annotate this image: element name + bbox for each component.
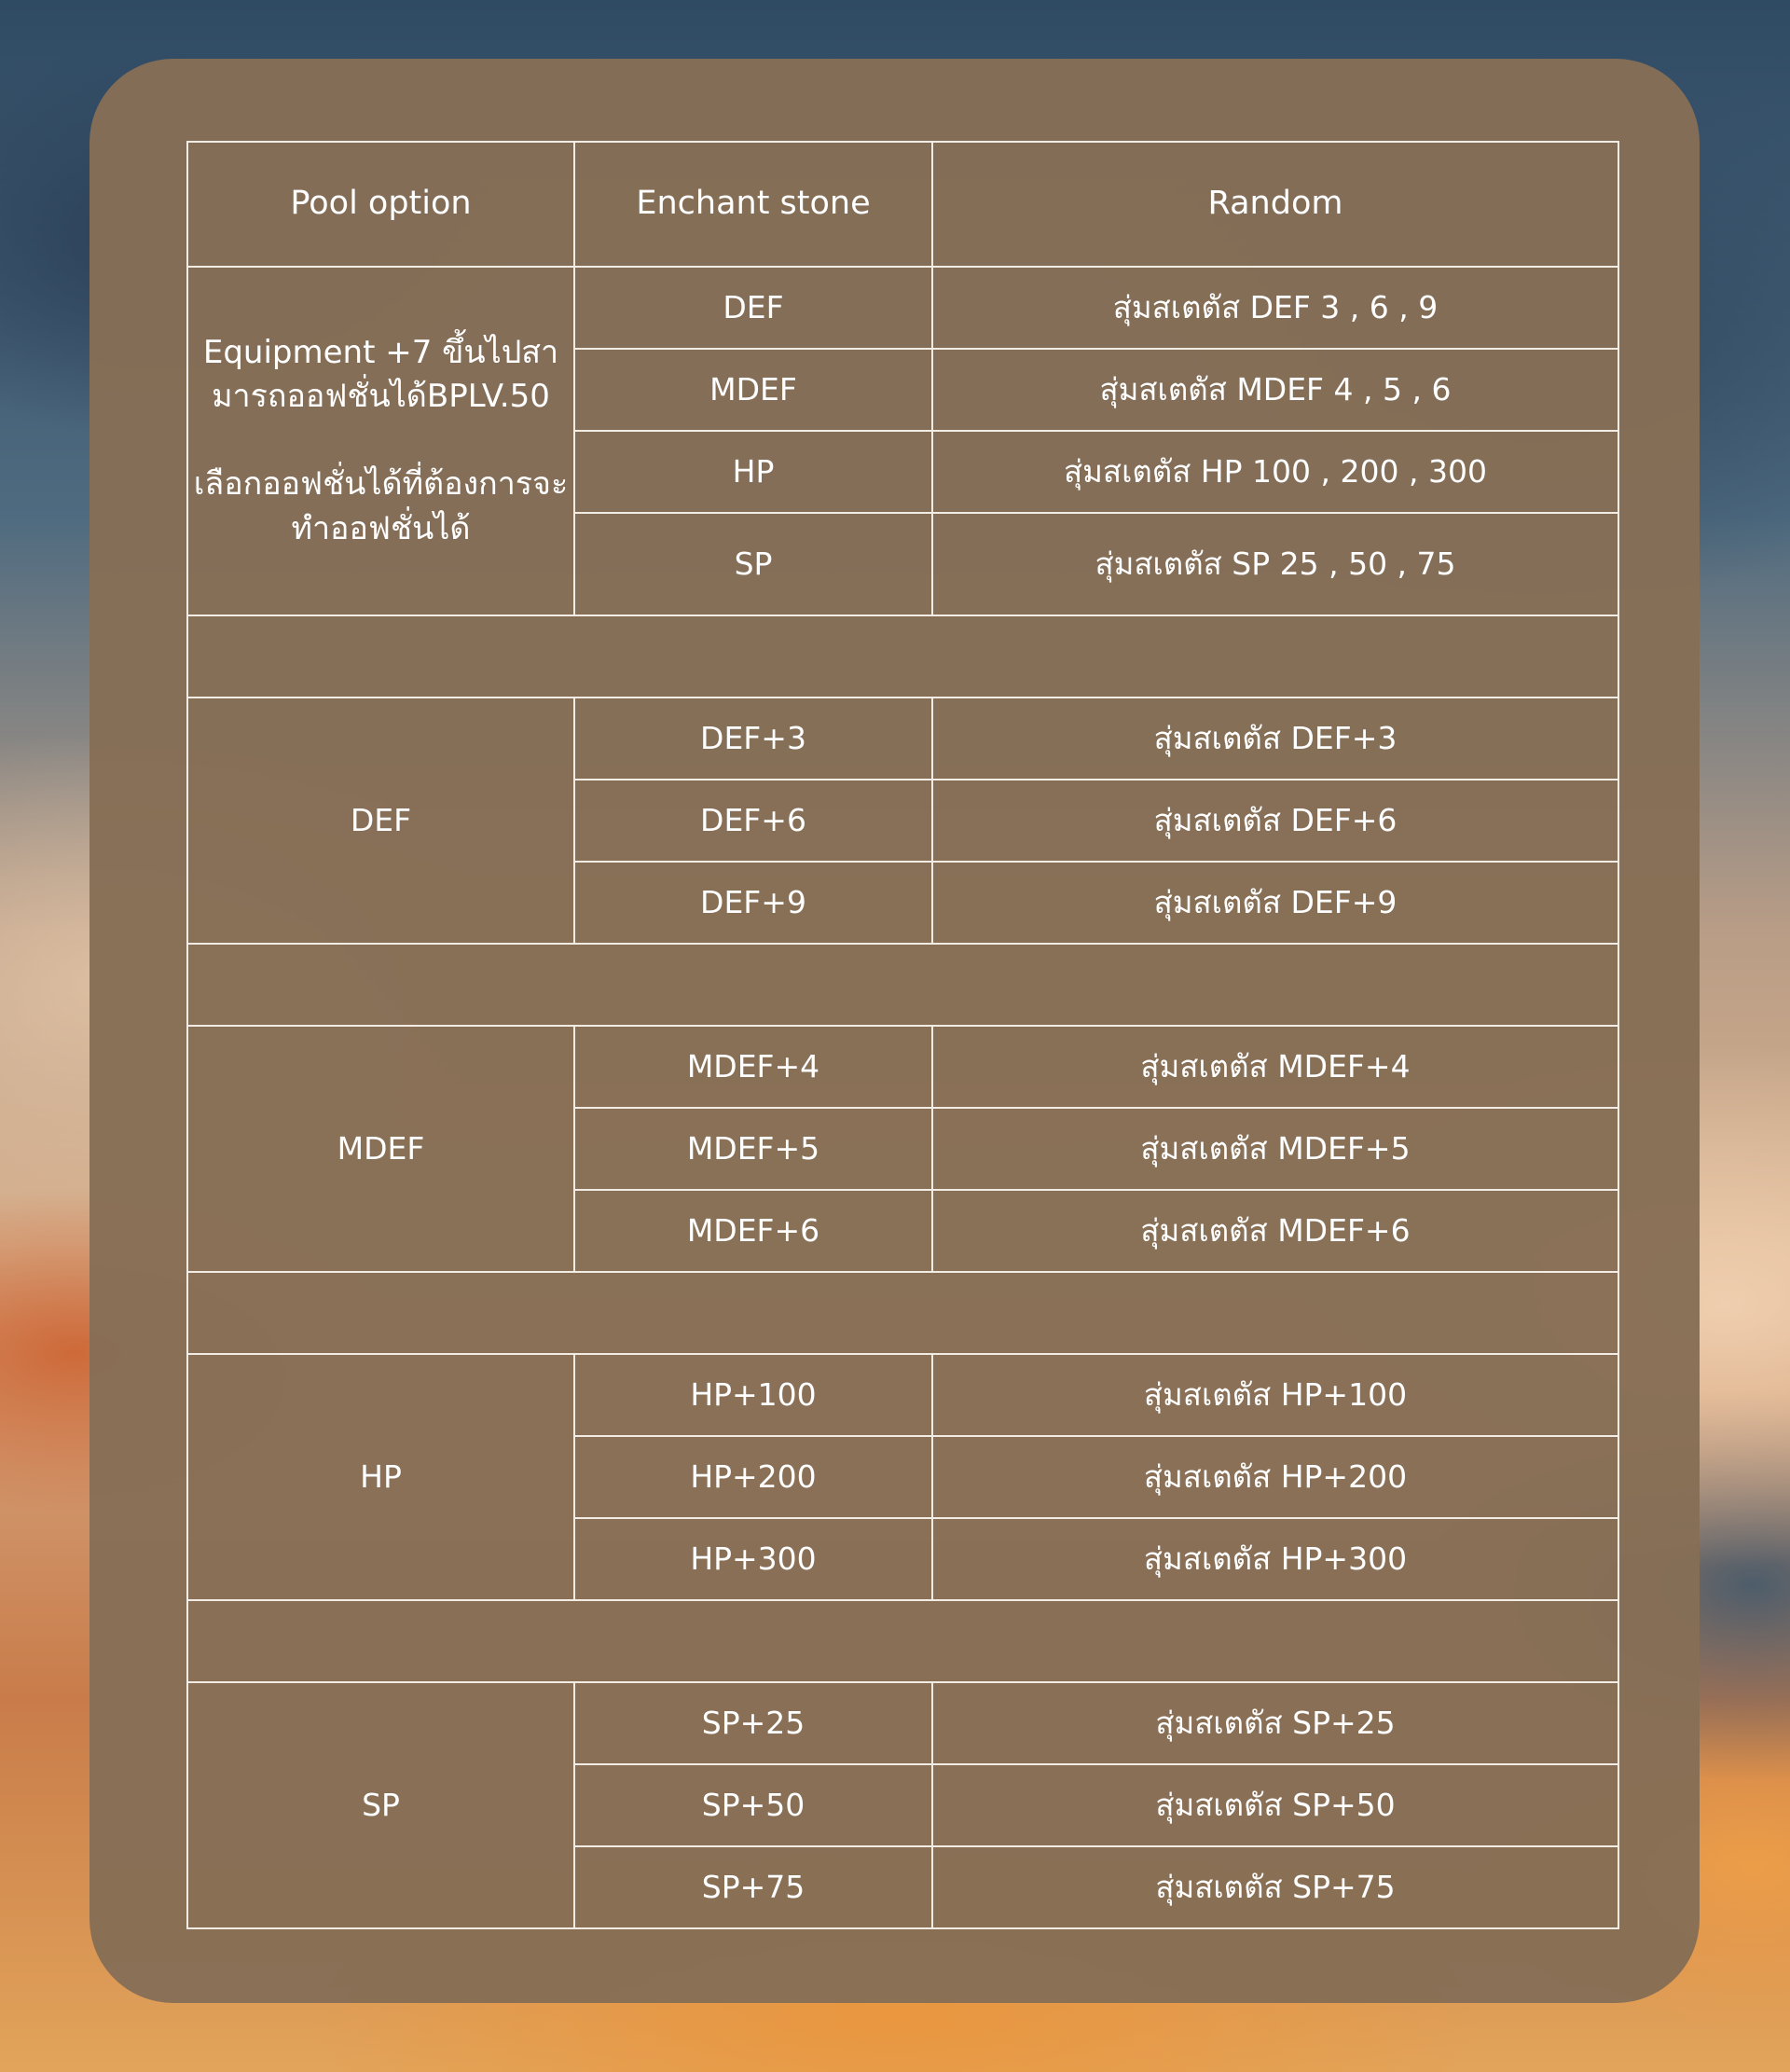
stone-cell: MDEF+5 bbox=[574, 1108, 932, 1190]
table-row bbox=[187, 1682, 1618, 1764]
random-cell: สุ่มสเตตัส SP+75 bbox=[932, 1846, 1618, 1928]
pool-note-requirement: Equipment +7 ขึ้นไปสามารถออฟชั่นได้BPLV.50 bbox=[202, 333, 559, 416]
stone-cell: SP+50 bbox=[574, 1764, 932, 1846]
random-cell: สุ่มสเตตัส HP+300 bbox=[932, 1518, 1618, 1600]
random-cell: สุ่มสเตตัส DEF+9 bbox=[932, 862, 1618, 944]
stone-cell: MDEF bbox=[574, 349, 932, 431]
random-cell: สุ่มสเตตัส HP+200 bbox=[932, 1436, 1618, 1518]
stone-cell: SP+25 bbox=[574, 1682, 932, 1764]
pool-cell-hp: HP bbox=[187, 1354, 574, 1600]
pool-cell-equipment bbox=[187, 267, 574, 615]
spacer-row bbox=[187, 1600, 1618, 1682]
random-cell: สุ่มสเตตัส SP+25 bbox=[932, 1682, 1618, 1764]
random-cell: สุ่มสเตตัส SP+50 bbox=[932, 1764, 1618, 1846]
random-cell: สุ่มสเตตัส DEF 3 , 6 , 9 bbox=[932, 267, 1618, 349]
random-cell: สุ่มสเตตัส MDEF+5 bbox=[932, 1108, 1618, 1190]
stone-cell: HP+200 bbox=[574, 1436, 932, 1518]
table-row bbox=[187, 267, 1618, 349]
spacer-row bbox=[187, 1272, 1618, 1354]
stone-cell: HP bbox=[574, 431, 932, 513]
table-row bbox=[187, 1026, 1618, 1108]
stone-cell: DEF+6 bbox=[574, 780, 932, 862]
stone-cell: MDEF+6 bbox=[574, 1190, 932, 1272]
random-cell: สุ่มสเตตัส SP 25 , 50 , 75 bbox=[932, 513, 1618, 615]
random-cell: สุ่มสเตตัส DEF+6 bbox=[932, 780, 1618, 862]
random-cell: สุ่มสเตตัส DEF+3 bbox=[932, 698, 1618, 780]
stone-cell: SP bbox=[574, 513, 932, 615]
random-cell: สุ่มสเตตัส MDEF 4 , 5 , 6 bbox=[932, 349, 1618, 431]
stone-cell: SP+75 bbox=[574, 1846, 932, 1928]
stone-cell: DEF+9 bbox=[574, 862, 932, 944]
pool-cell-def: DEF bbox=[187, 698, 574, 944]
spacer-row bbox=[187, 944, 1618, 1026]
random-cell: สุ่มสเตตัส HP 100 , 200 , 300 bbox=[932, 431, 1618, 513]
header-random: Random bbox=[932, 142, 1618, 267]
random-cell: สุ่มสเตตัส HP+100 bbox=[932, 1354, 1618, 1436]
header-enchant-stone: Enchant stone bbox=[574, 142, 932, 267]
random-cell: สุ่มสเตตัส MDEF+6 bbox=[932, 1190, 1618, 1272]
header-pool-option: Pool option bbox=[187, 142, 574, 267]
enchant-options-table bbox=[186, 141, 1619, 1929]
pool-cell-sp: SP bbox=[187, 1682, 574, 1928]
table-header-row bbox=[187, 142, 1618, 267]
pool-cell-mdef: MDEF bbox=[187, 1026, 574, 1272]
spacer-row bbox=[187, 615, 1618, 698]
stone-cell: HP+100 bbox=[574, 1354, 932, 1436]
stone-cell: DEF bbox=[574, 267, 932, 349]
stone-cell: MDEF+4 bbox=[574, 1026, 932, 1108]
random-cell: สุ่มสเตตัส MDEF+4 bbox=[932, 1026, 1618, 1108]
pool-note-choose: เลือกออฟชั่นได้ที่ต้องการจะทำออฟชั่นได้ bbox=[193, 465, 569, 547]
stone-cell: DEF+3 bbox=[574, 698, 932, 780]
content-panel bbox=[90, 59, 1700, 2003]
stone-cell: HP+300 bbox=[574, 1518, 932, 1600]
table-row bbox=[187, 1354, 1618, 1436]
table-row bbox=[187, 698, 1618, 780]
